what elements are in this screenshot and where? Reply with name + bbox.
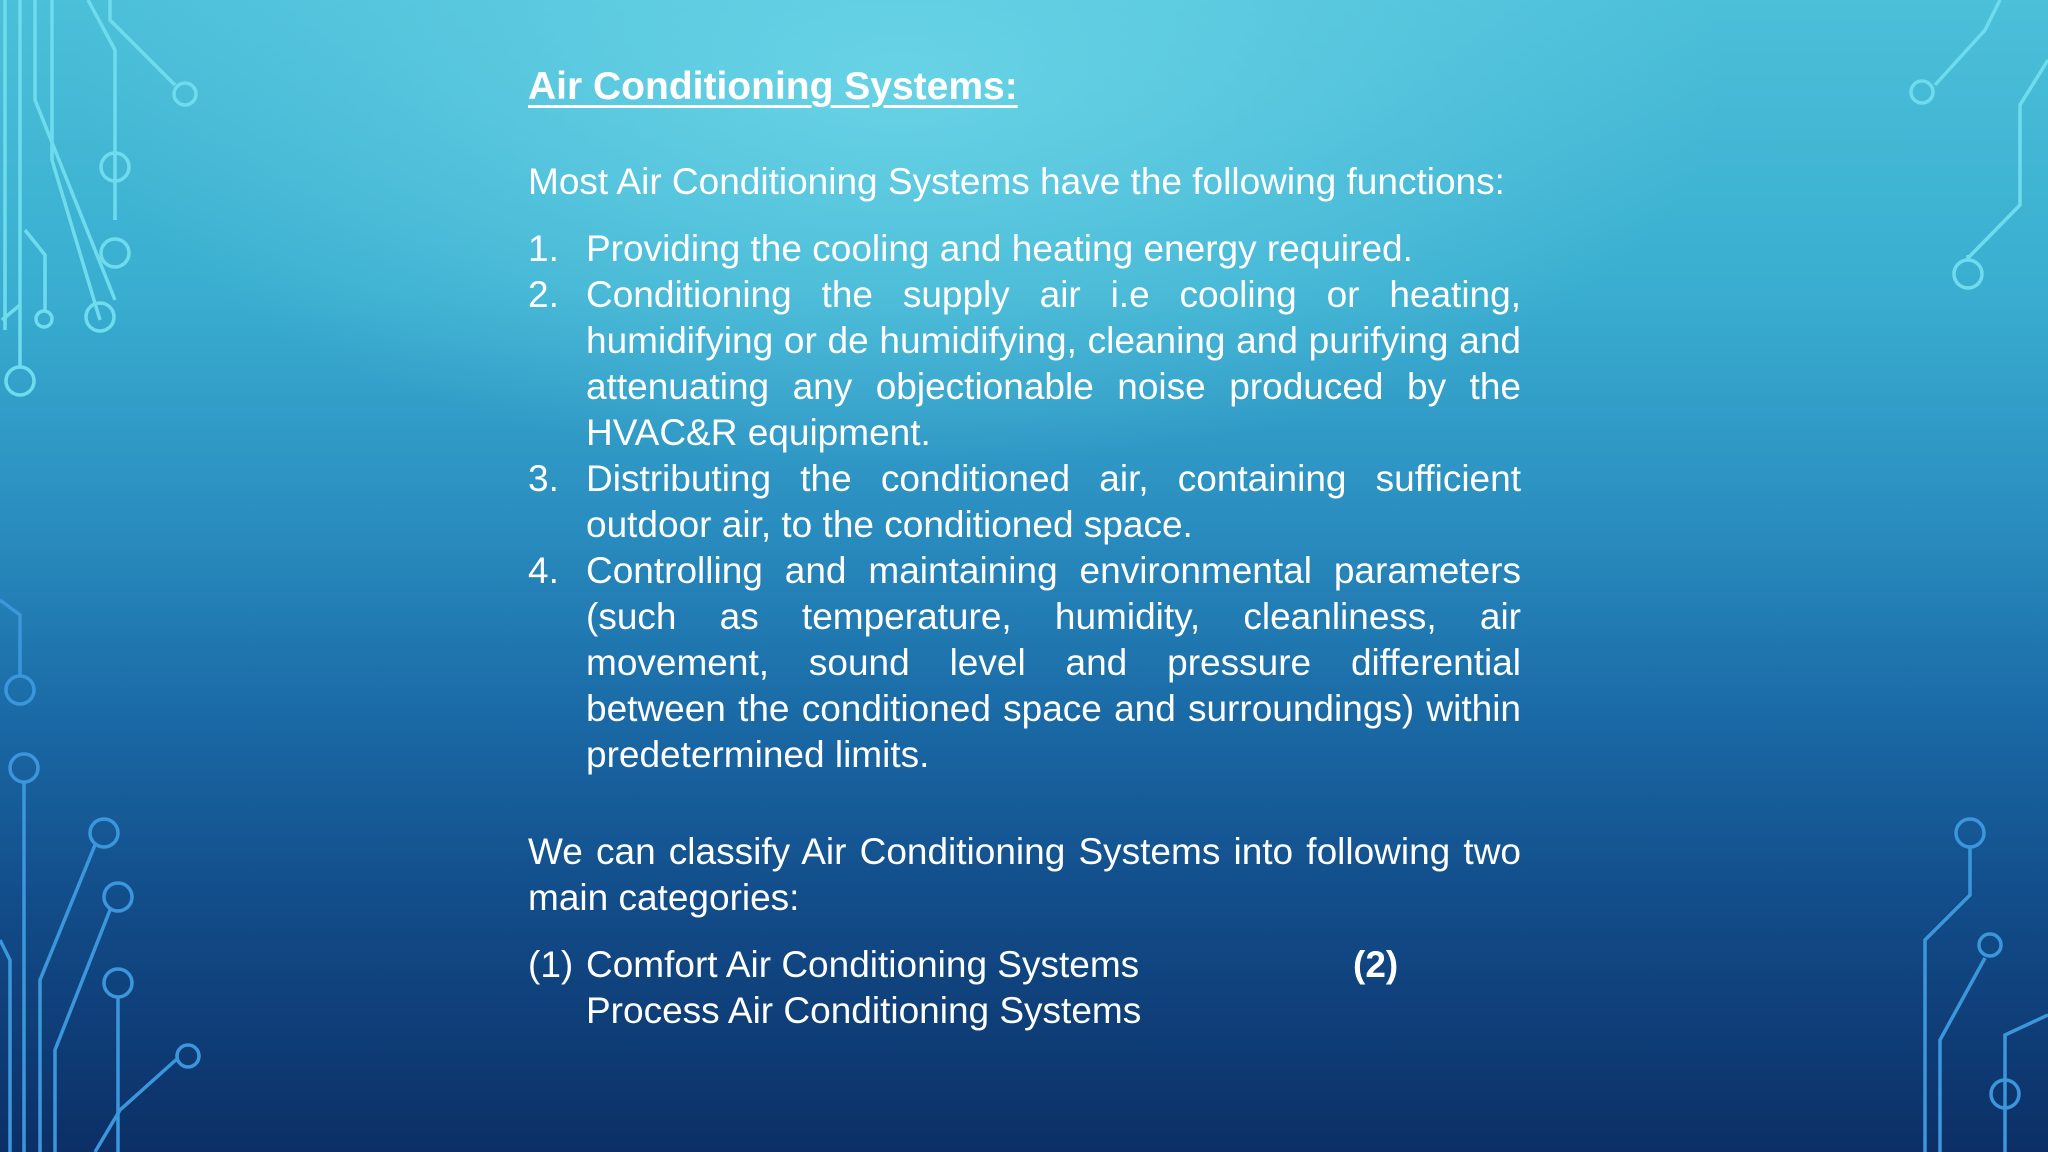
list-item-number: 2. [528, 274, 559, 315]
spacer [528, 778, 1521, 829]
categories [528, 942, 1521, 1034]
list-item-text: Distributing the conditioned air, containing sufficient outdoor air, to the conditioned space. [586, 458, 1521, 545]
category-1-text: Comfort Air Conditioning Systems [586, 944, 1140, 985]
slide-content [528, 62, 1521, 1034]
circuit-board-left-bottom-icon [0, 600, 199, 1152]
list-item-number: 1. [528, 228, 559, 269]
category-2-text: Process Air Conditioning Systems [586, 990, 1142, 1031]
category-1-number: (1) [528, 944, 574, 985]
categories-body [586, 942, 1521, 1034]
list-item [528, 272, 1521, 456]
list-item-text: Controlling and maintaining environmental parameters (such as temperature, humidity, cleanliness, air movement, sound level and pressure differential between the conditioned space and surroundings) within predetermined limits. [586, 550, 1521, 775]
category-2-number: (2) [1353, 944, 1399, 985]
list-item [528, 548, 1521, 778]
slide-title: Air Conditioning Systems: [528, 65, 1018, 108]
list-item-number: 3. [528, 458, 559, 499]
list-item [528, 456, 1521, 548]
classify-paragraph: We can classify Air Conditioning Systems into following two main categories: [528, 831, 1521, 918]
intro-paragraph: Most Air Conditioning Systems have the following functions: [528, 161, 1505, 202]
list-item-text: Providing the cooling and heating energy required. [586, 228, 1413, 269]
functions-list [528, 226, 1521, 778]
circuit-board-right-top-icon [1911, 0, 2048, 288]
list-item [528, 226, 1521, 272]
list-item-number: 4. [528, 550, 559, 591]
circuit-board-left-top-icon [2, 0, 196, 395]
list-item-text: Conditioning the supply air i.e cooling or heating, humidifying or de humidifying, cleaning and purifying and attenuating any objectionable noise produced by the HVAC&R equipment. [586, 274, 1521, 453]
circuit-board-right-bottom-icon [1925, 819, 2048, 1152]
